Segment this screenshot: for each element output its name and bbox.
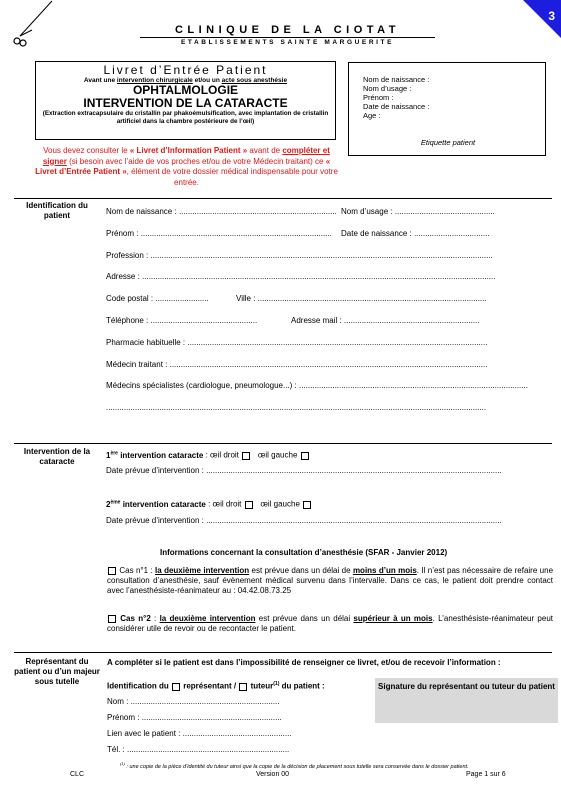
field-rep-lien[interactable]: Lien avec le patient : ................................................. xyxy=(107,729,292,738)
field-telephone[interactable]: Téléphone : ................................................ xyxy=(106,316,258,325)
second-intervention-row: 2ème intervention cataracte : œil droit œil gauche xyxy=(106,499,312,509)
checkbox-second-oeil-droit[interactable] xyxy=(245,501,253,509)
livret-subtitle: Avant une intervention chirurgicale et/ou un acte sous anesthésie xyxy=(83,77,288,84)
field-adresse-mail[interactable]: Adresse mail : ............................................................. xyxy=(291,316,480,325)
field-rep-tel[interactable]: Tél. : ......................................................................... xyxy=(107,745,290,754)
specialty-title: OPHTALMOLOGIE xyxy=(132,83,239,97)
section-label-representant: Représentant du patient ou d’un majeur sous tutelle xyxy=(14,657,100,686)
section-label-identification: Identification du patient xyxy=(26,201,88,220)
field-pharmacie[interactable]: Pharmacie habituelle : ....................................................................................................................................... xyxy=(106,338,488,347)
footer-page: Page 1 sur 6 xyxy=(466,771,506,778)
patient-field-date-naissance: Date de naissance : xyxy=(363,102,430,111)
patient-field-nom-naissance: Nom de naissance : xyxy=(363,75,430,84)
cas1-paragraph: Cas n°1 : la deuxième intervention est prévue dans un délai de moins d’un mois. Il n’est pas nécessaire de refaire une consultation d’anesthésie, sauf évènement médical survenu dans l’intervalle. Dans ce cas, le patient doit prendre contact avec l’anesthésiste-réanimateur au : 04.42.08.73.25 xyxy=(107,566,554,595)
field-rep-prenom[interactable]: Prénom : ............................................................... xyxy=(107,713,282,722)
footer-version: Version 00 xyxy=(256,771,290,778)
etiquette-patient: Etiquette patient xyxy=(420,138,476,147)
section-label-intervention: Intervention de la cataracte xyxy=(23,447,91,466)
page-number-badge: 3 xyxy=(548,9,555,23)
field-date-second-intervention[interactable]: Date prévue d’intervention : ..................................................................................................................................... xyxy=(106,516,502,525)
field-date-first-intervention[interactable]: Date prévue d’intervention : ..................................................................................................................................... xyxy=(106,466,502,475)
patient-label-box xyxy=(348,62,546,156)
patient-field-age: Age : xyxy=(363,111,381,120)
checkbox-second-oeil-gauche[interactable] xyxy=(303,501,311,509)
field-prenom[interactable]: Prénom : ...................................................................................... xyxy=(106,229,332,238)
checkbox-tuteur[interactable] xyxy=(239,683,247,691)
checkbox-cas2[interactable] xyxy=(108,615,116,623)
field-ville[interactable]: Ville : ....................................................................................................... xyxy=(236,294,487,303)
footnote: $^{(1)}$ : une copie de la pièce d’identité du tuteur ainsi que la copie de la décision de placement sous tutelle sera conservée dans le dossier patient. xyxy=(120,761,469,770)
field-specialistes[interactable]: Médecins spécialistes (cardiologue, pneumologue...) : ....................................................................................................... xyxy=(106,381,528,390)
clinic-subtitle: ETABLISSEMENTS SAINTE MARGUERITE xyxy=(180,39,395,46)
divider-identification xyxy=(14,198,552,199)
scissors-icon xyxy=(4,0,54,52)
field-medecin-traitant[interactable]: Médecin traitant : ............................................................................................................................................... xyxy=(106,360,488,369)
divider-representant xyxy=(14,652,552,653)
livret-title: Livret d’Entrée Patient xyxy=(103,63,268,77)
field-profession[interactable]: Profession : .......................................................................................................................................................... xyxy=(106,251,493,260)
field-rep-nom[interactable]: Nom : ................................................................... xyxy=(107,697,280,706)
checkbox-cas1[interactable] xyxy=(108,567,116,575)
procedure-detail: (Extraction extracapsulaire du cristallin par phakoémulsification, avec implantation de cristallin artificiel dans la chambre postérieure de l’œil) xyxy=(42,110,329,125)
cas2-paragraph: Cas n°2 : la deuxième intervention est prévue dans un délai supérieur à un mois. L’anesthésiste-réanimateur peut considérer utile de revoir ou de recontacter le patient. xyxy=(107,614,554,633)
checkbox-first-oeil-droit[interactable] xyxy=(242,452,250,460)
signature-box[interactable]: Signature du représentant ou tuteur du patient xyxy=(375,678,558,723)
divider-intervention xyxy=(14,443,552,444)
anesthesia-info-title: Informations concernant la consultation d’anesthésie (SFAR - Janvier 2012) xyxy=(160,548,448,557)
livret-title-box xyxy=(35,61,336,140)
representant-identification: Identification du représentant / tuteur$^{(1)}$ du patient : xyxy=(107,681,325,691)
field-code-postal[interactable]: Code postal : ........................ xyxy=(106,294,209,303)
field-date-naissance[interactable]: Date de naissance : .................................. xyxy=(341,229,490,238)
patient-field-nom-usage: Nom d’usage : xyxy=(363,84,412,93)
checkbox-first-oeil-gauche[interactable] xyxy=(301,452,309,460)
corner-badge xyxy=(523,0,561,38)
field-nom-usage[interactable]: Nom d’usage : ............................................. xyxy=(341,207,495,216)
checkbox-representant[interactable] xyxy=(172,683,180,691)
first-intervention-row: 1ère intervention cataracte : œil droit œil gauche xyxy=(106,450,310,460)
patient-field-prenom: Prénom : xyxy=(363,93,394,102)
representant-intro: A compléter si le patient est dans l’impossibilité de renseigner ce livret, et/ou de recevoir l’information : xyxy=(107,658,501,667)
field-nom-naissance[interactable]: Nom de naissance : ....................................................................... xyxy=(106,207,337,216)
procedure-title: INTERVENTION DE LA CATARACTE xyxy=(83,96,288,110)
clinic-name: CLINIQUE DE LA CIOTAT xyxy=(140,24,435,38)
red-notice: Vous devez consulter le « Livret d’Information Patient » avant de compléter et signer (si besoin avec l’aide de vos proches et/ou de votre Médecin traitant) ce « Livret d’Entrée Patient », élément de votre dossier médical indispensable pour votre entrée. xyxy=(35,146,338,187)
field-specialistes-line2[interactable]: ........................................................................................................................................................................... xyxy=(106,403,487,412)
footer-left: CLC xyxy=(70,771,85,778)
field-adresse[interactable]: Adresse : ............................................................................................................................................................... xyxy=(106,272,496,281)
